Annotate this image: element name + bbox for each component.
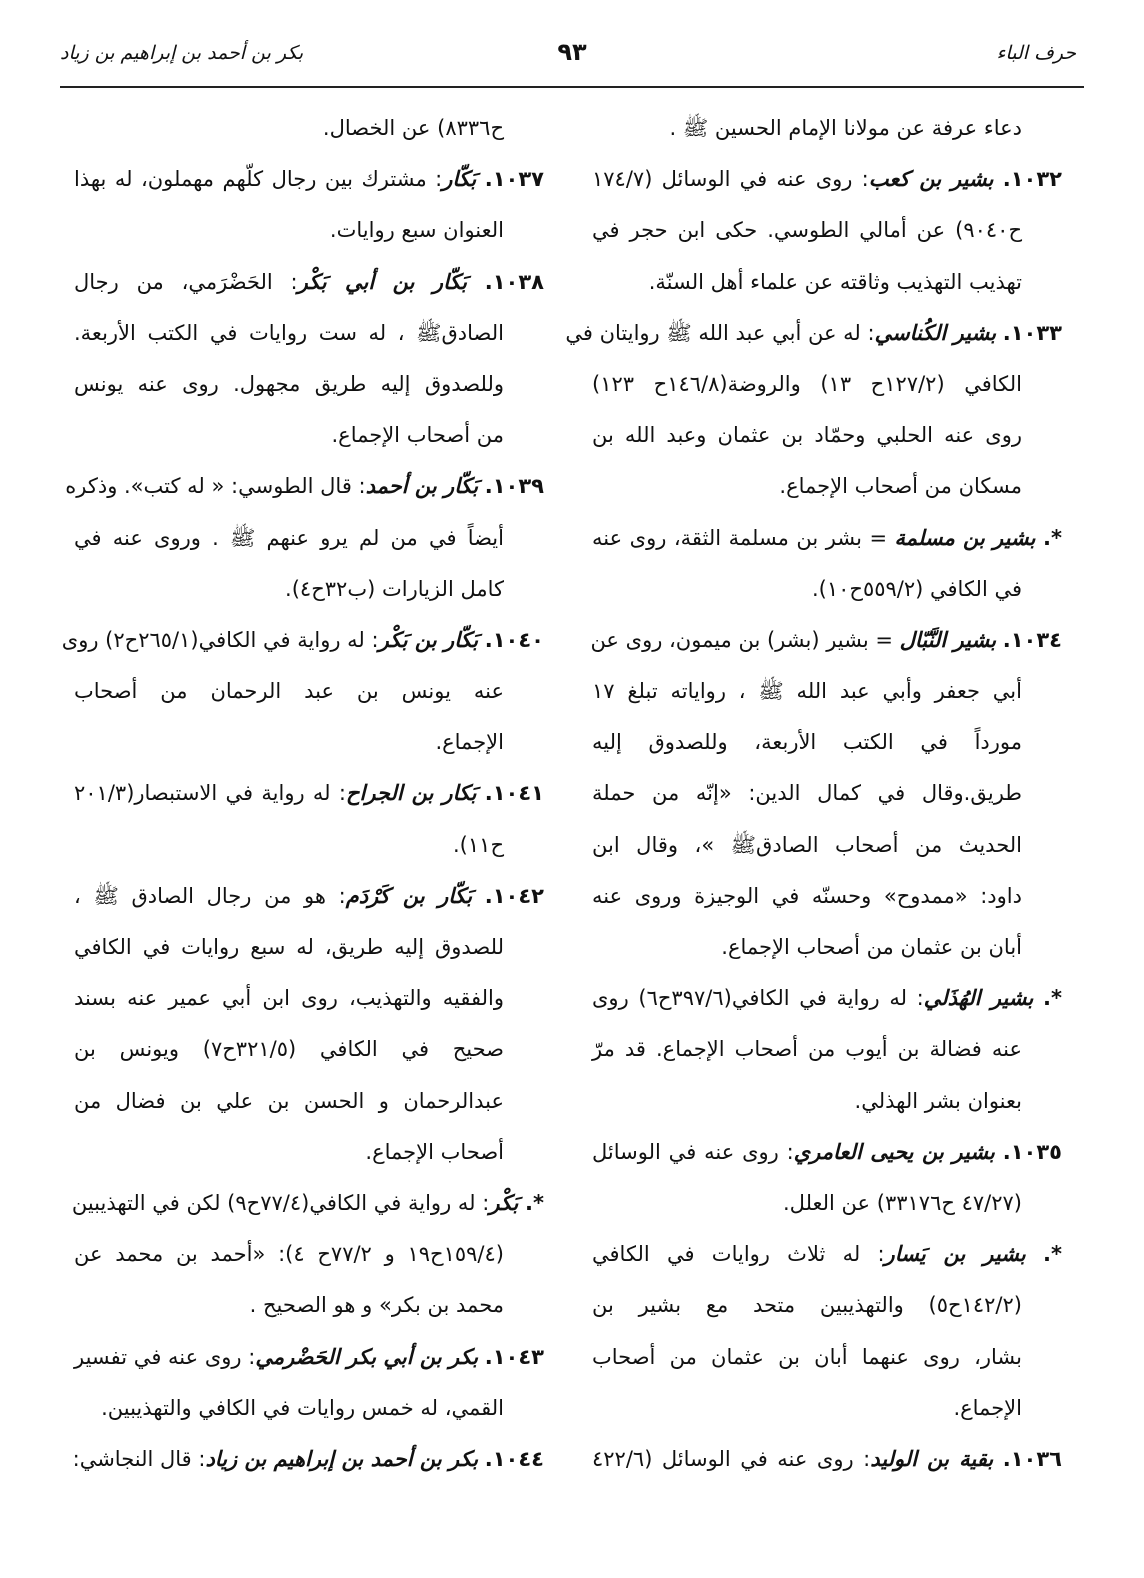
entry-number: ١٠٤١. [484, 781, 544, 806]
line-text: : له رواية في الكافي(٣٩٧/٦ح٦) روى [592, 986, 924, 1011]
line-text: : له رواية في الكافي(٢٦٥/١ح٢) روى [61, 627, 379, 652]
line-text: والفقيه والتهذيب، روى ابن أبي عمير عنه بسند [74, 986, 504, 1011]
entry-headword: بَكار بن الجراح [345, 781, 477, 806]
line-text: = بشير (بشر) بن ميمون، روى عن [590, 627, 900, 652]
line-text: الحديث من أصحاب الصادقﷺ »، وقال ابن [592, 832, 1022, 857]
line-text: (١٤٢/٢ح٥) والتهذيبين متحد مع بشير بن [592, 1293, 1022, 1318]
line-text: محمد بن بكر» و هو الصحيح . [249, 1293, 504, 1318]
text-line [592, 205, 1062, 256]
entry-number: *. [1043, 1242, 1062, 1267]
entry-headword: بكر بن أحمد بن إبراهيم بن زياد [205, 1446, 479, 1471]
entry-headword: بشير الكُناسي [874, 320, 997, 345]
entry-number: ١٠٣٣. [1002, 320, 1062, 345]
text-line [74, 717, 544, 768]
line-text: : قال النجاشي: [72, 1446, 206, 1471]
text-line [74, 973, 544, 1024]
line-text: طريق.وقال في كمال الدين: «إنّه من حملة [592, 781, 1022, 806]
entry-headword: بَكّار بن أحمد [365, 474, 479, 499]
line-text: عنه فضالة بن أيوب من أصحاب الإجماع. قد مرّ [592, 1037, 1022, 1062]
line-text: : قال الطوسي: « له كتب». وذكره [65, 474, 366, 499]
text-line [74, 1024, 544, 1075]
line-text: بعنوان بشر الهذلي. [854, 1088, 1022, 1113]
entry-start-line [74, 1434, 544, 1485]
text-line [74, 1280, 544, 1331]
line-text: وللصدوق إليه طريق مجهول. روى عنه يونس [74, 371, 504, 396]
line-text: القمي، له خمس روايات في الكافي والتهذيبين. [101, 1395, 504, 1420]
line-text: للصدوق إليه طريق، له سبع روايات في الكافي [74, 935, 504, 959]
entry-start-line [61, 615, 544, 666]
line-text: داود: «ممدوح» وحسنّه في الوجيزة وروى عنه [592, 883, 1022, 908]
line-text: عنه يونس بن عبد الرحمان من أصحاب [74, 679, 504, 704]
line-text: (٤٧/٢٧ ح٣٣١٧٦) عن العلل. [782, 1190, 1022, 1215]
line-text: : الحَضْرَمي، من رجال [74, 269, 298, 294]
line-text: : له رواية في الكافي(٧٧/٤ح٩) لكن في التهذيبين [71, 1190, 490, 1215]
line-text: : له ثلاث روايات في الكافي [592, 1242, 885, 1267]
text-line [74, 205, 544, 256]
line-text: الإجماع. [953, 1395, 1022, 1420]
entry-start-line [592, 513, 1062, 564]
text-line [74, 922, 544, 973]
line-text: أبان بن عثمان من أصحاب الإجماع. [721, 935, 1022, 959]
entry-headword: بَكّار بن كَرْدَم [345, 883, 473, 908]
entry-headword: بَكّار [442, 167, 477, 192]
line-text: تهذيب التهذيب وثاقته عن علماء أهل السنّة. [648, 269, 1022, 294]
entry-start-line [592, 154, 1062, 205]
text-line [74, 308, 544, 359]
line-text: كامل الزيارات (ب٣٢ح٤). [285, 576, 504, 601]
line-text: ح٩٠٤٠) عن أمالي الطوسي. حكى ابن حجر في [592, 218, 1022, 243]
text-line [592, 359, 1062, 410]
text-line [74, 1229, 544, 1280]
entry-start-line [71, 1178, 544, 1229]
text-line [592, 1024, 1062, 1075]
line-text: العنوان سبع روايات. [329, 218, 504, 243]
entry-start-line [74, 257, 544, 308]
line-text: أيضاً في من لم يرو عنهم ﷺ . وروى عنه في [74, 525, 504, 550]
entry-number: ١٠٣٩. [484, 474, 544, 499]
page-number: ٩٣ [557, 38, 587, 66]
line-text: الصادقﷺ ، له ست روايات في الكتب الأربعة. [74, 320, 504, 345]
entry-running-title: بكر بن أحمد بن إبراهيم بن زياد [60, 42, 304, 64]
line-text: أصحاب الإجماع. [365, 1139, 504, 1164]
line-text: = بشر بن مسلمة الثقة، روى عنه [592, 525, 895, 550]
text-line [74, 1127, 544, 1178]
line-text: من أصحاب الإجماع. [331, 423, 504, 448]
line-text: الكافي (١٢٧/٢ح ١٣) والروضة(١٤٦/٨ح ١٢٣) [592, 371, 1022, 396]
text-line [592, 564, 1062, 615]
text-line [592, 717, 1062, 768]
entry-start-line [592, 973, 1062, 1024]
line-text: ح١١). [453, 832, 504, 857]
text-line [592, 1332, 1062, 1383]
entry-number: *. [1043, 525, 1062, 550]
line-text: في الكافي (٥٥٩/٢ح١٠). [811, 576, 1022, 601]
entry-number: ١٠٤٤. [484, 1446, 544, 1471]
line-text: ح٨٣٣٦) عن الخصال. [322, 116, 504, 140]
entry-headword: بقية بن الوليد [870, 1446, 994, 1471]
line-text: (١٥٩/٤ح١٩ و ٧٧/٢ح ٤): «أحمد بن محمد عن [74, 1242, 504, 1267]
text-line [592, 768, 1062, 819]
entry-number: *. [525, 1190, 544, 1215]
entry-headword: بشير الهُذَلي [923, 986, 1034, 1011]
text-line [592, 410, 1062, 461]
text-line [592, 820, 1062, 871]
line-text: أبي جعفر وأبي عبد الله ﷺ ، رواياته تبلغ ١٧ [592, 679, 1022, 704]
line-text: : روى عنه في الوسائل (١٧٤/٧ [592, 167, 869, 192]
line-text: صحيح في الكافي (٣٢١/٥ح٧) ويونس بن [74, 1037, 504, 1062]
text-line [592, 1383, 1062, 1434]
entry-start-line [74, 1332, 544, 1383]
entry-start-line [592, 615, 1062, 666]
text-line [592, 1076, 1062, 1127]
entry-start-line [592, 1229, 1062, 1280]
entry-number: ١٠٤٣. [484, 1344, 544, 1369]
entry-start-line [74, 871, 544, 922]
entry-headword: بَكْر [489, 1190, 519, 1215]
text-line [592, 666, 1062, 717]
entry-number: ١٠٣٨. [484, 269, 544, 294]
text-line [74, 1383, 544, 1434]
entry-start-line [592, 1434, 1062, 1485]
running-head [60, 38, 1084, 82]
text-line [74, 820, 544, 871]
text-line [592, 1178, 1062, 1229]
text-line [74, 103, 544, 154]
entry-start-line [74, 768, 544, 819]
right-column [565, 103, 1062, 1485]
entry-number: ١٠٣٥. [1002, 1139, 1062, 1164]
entry-number: ١٠٤٠. [484, 627, 544, 652]
line-text: بشار، روى عنهما أبان بن عثمان من أصحاب [592, 1344, 1022, 1369]
entry-headword: بشير بن كعب [868, 167, 994, 192]
header-rule [60, 86, 1084, 88]
text-line [592, 103, 1062, 154]
text-line [74, 359, 544, 410]
line-text: الإجماع. [435, 730, 504, 755]
line-text: عبدالرحمان و الحسن بن علي بن فضال من [74, 1088, 504, 1113]
entry-headword: بشير بن مسلمة [894, 525, 1036, 550]
text-line [592, 1280, 1062, 1331]
line-text: : روى عنه في تفسير [74, 1344, 256, 1369]
entry-number: ١٠٣٧. [484, 167, 544, 192]
entry-start-line [74, 154, 544, 205]
entry-headword: بشير بن يحيى العامري [793, 1139, 995, 1164]
entry-headword: بشير بن يَسار [884, 1242, 1026, 1267]
entry-headword: بشير النَّبّال [899, 627, 997, 652]
entry-headword: بكر بن أبي بكر الحَضْرمي [255, 1344, 479, 1369]
text-line [592, 257, 1062, 308]
entry-start-line [65, 461, 544, 512]
text-line [592, 922, 1062, 973]
line-text: : روى عنه في الوسائل [592, 1139, 794, 1164]
line-text: : مشترك بين رجال كلّهم مهملون، له بهذا [74, 167, 443, 192]
entry-number: ١٠٣٢. [1002, 167, 1062, 192]
line-text: مسكان من أصحاب الإجماع. [779, 474, 1022, 499]
entry-number: ١٠٣٤. [1002, 627, 1062, 652]
line-text: دعاء عرفة عن مولانا الإمام الحسين ﷺ . [669, 116, 1022, 140]
entry-headword: بَكّار بن بَكْر [378, 627, 479, 652]
text-line [592, 461, 1062, 512]
text-line [74, 410, 544, 461]
entry-start-line [592, 1127, 1062, 1178]
text-line [592, 871, 1062, 922]
line-text: روى عنه الحلبي وحمّاد بن عثمان وعبد الله بن [592, 423, 1022, 448]
entry-headword: بَكّار بن أبي بَكْر [297, 269, 467, 294]
entry-number: ١٠٣٦. [1002, 1446, 1062, 1471]
chapter-title: حرف الباء [996, 42, 1076, 64]
text-line [74, 1076, 544, 1127]
line-text: مورداً في الكتب الأربعة، وللصدوق إليه [592, 730, 1022, 755]
line-text: : له رواية في الاستبصار(٢٠١/٣ [74, 781, 346, 806]
text-line [74, 513, 544, 564]
text-line [74, 564, 544, 615]
line-text: : روى عنه في الوسائل (٤٢٢/٦ [592, 1446, 871, 1471]
left-column [61, 103, 544, 1485]
entry-number: *. [1043, 986, 1062, 1011]
text-line [74, 666, 544, 717]
entry-number: ١٠٤٢. [484, 883, 544, 908]
entry-start-line [565, 308, 1062, 359]
line-text: : هو من رجال الصادق ﷺ ، [74, 883, 346, 908]
line-text: : له عن أبي عبد الله ﷺ روايتان في [565, 320, 875, 345]
